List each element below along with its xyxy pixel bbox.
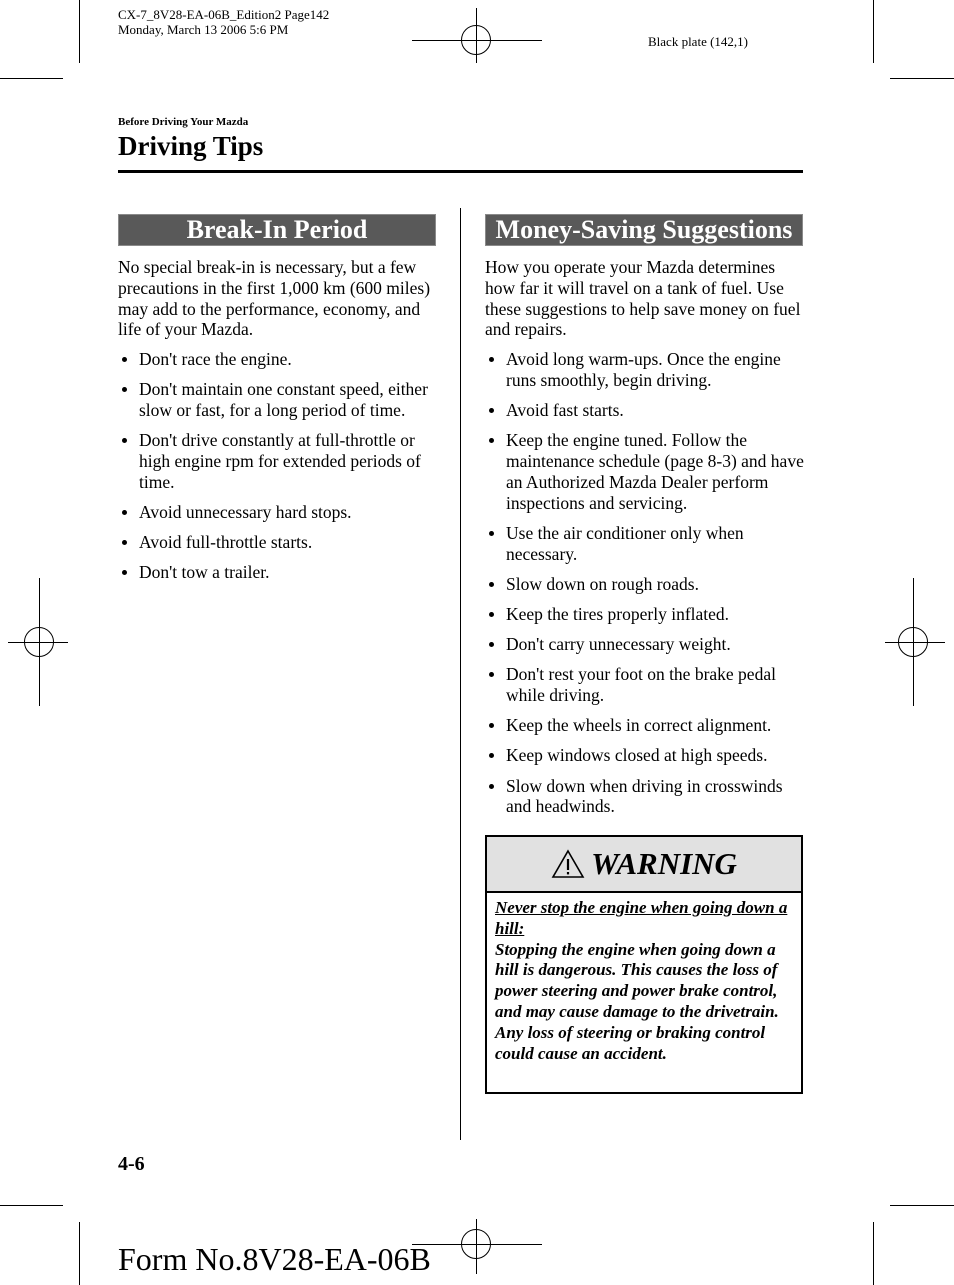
list-item: Slow down when driving in crosswinds and headwinds. [485,776,807,818]
money-saving-heading: Money-Saving Suggestions [485,214,803,246]
bullet-icon [489,531,494,536]
bullet-icon [122,387,127,392]
list-item: Don't drive constantly at full-throttle or high engine rpm for extended periods of time. [118,430,440,492]
list-item: Slow down on rough roads. [485,574,807,595]
form-number: Form No.8V28-EA-06B [118,1241,431,1277]
bullet-icon [122,357,127,362]
warning-title: WARNING [591,846,737,881]
list-item: Avoid long warm-ups. Once the engine runs smoothly, begin driving. [485,349,807,391]
money-saving-list [485,349,807,827]
bullet-icon [122,570,127,575]
section-label: Before Driving Your Mazda [118,116,249,128]
list-item: Avoid full-throttle starts. [118,532,440,553]
page-title: Driving Tips [118,131,264,161]
bullet-icon [489,753,494,758]
bullet-icon [489,357,494,362]
bullet-icon [122,438,127,443]
break-in-list [118,349,440,593]
crop-mark [890,1205,954,1206]
plate-label: Black plate (142,1) [648,34,748,49]
crop-mark [79,0,80,63]
warning-triangle-icon [551,849,585,879]
bullet-icon [489,784,494,789]
bullet-icon [489,723,494,728]
warning-box [485,835,803,1094]
bullet-icon [122,510,127,515]
list-item: Avoid fast starts. [485,400,807,421]
break-in-intro: No special break-in is necessary, but a few precautions in the first 1,000 km (600 miles) may add to the performance, economy, and life of your Mazda. [118,257,431,340]
bullet-icon [489,582,494,587]
print-slug [118,7,329,37]
bullet-icon [489,408,494,413]
list-item: Don't carry unnecessary weight. [485,634,807,655]
crop-mark [890,78,954,79]
list-item: Don't race the engine. [118,349,440,370]
warning-header [487,837,801,893]
slug-date-line: Monday, March 13 2006 5:6 PM [118,22,289,37]
list-item: Keep the tires properly inflated. [485,604,807,625]
warning-body [487,893,801,1064]
bullet-icon [489,612,494,617]
crop-mark [0,1205,63,1206]
list-item: Use the air conditioner only when necessary. [485,523,807,565]
warning-lead: Never stop the engine when going down a hill: [495,898,788,938]
list-item: Don't tow a trailer. [118,562,440,583]
list-item: Don't rest your foot on the brake pedal while driving. [485,664,807,706]
bullet-icon [122,540,127,545]
list-item: Avoid unnecessary hard stops. [118,502,440,523]
bullet-icon [489,438,494,443]
page-number: 4-6 [118,1153,145,1175]
title-rule [118,170,803,173]
crop-mark [873,0,874,63]
crop-mark [79,1222,80,1285]
column-divider [460,208,461,1140]
list-item: Keep windows closed at high speeds. [485,745,807,766]
list-item: Keep the wheels in correct alignment. [485,715,807,736]
warning-text: Stopping the engine when going down a hill is dangerous. This causes the loss of power steering and power brake control, and may cause damage to the drivetrain. Any loss of steering or braking control could cause an accident. [495,939,779,1063]
break-in-heading: Break-In Period [118,214,436,246]
crop-mark [873,1222,874,1285]
list-item: Don't maintain one constant speed, either slow or fast, for a long period of time. [118,379,440,421]
list-item: Keep the engine tuned. Follow the maintenance schedule (page 8-3) and have an Authorized Mazda Dealer perform inspections and servicing. [485,430,807,513]
bullet-icon [489,672,494,677]
bullet-icon [489,642,494,647]
crop-mark [0,78,63,79]
slug-file-line: CX-7_8V28-EA-06B_Edition2 Page142 [118,7,330,22]
money-saving-intro: How you operate your Mazda determines how far it will travel on a tank of fuel. Use these suggestions to help save money on fuel and repairs. [485,257,801,340]
